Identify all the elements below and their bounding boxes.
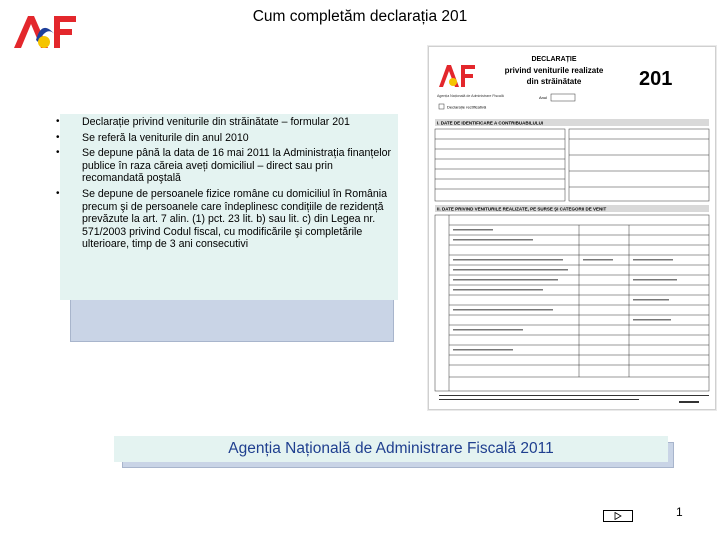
- form-rectificative: Declarație rectificativă: [447, 104, 487, 110]
- anaf-logo: [8, 6, 80, 56]
- footer-text: Agenția Națională de Administrare Fiscală 2011: [228, 440, 554, 457]
- form-section-1: I. DATE DE IDENTIFICARE A CONTRIBUABILULUI: [437, 120, 544, 126]
- next-slide-button[interactable]: [603, 510, 633, 522]
- bullet-item: • Se depune de persoanele fizice române cu domiciliul în România precum şi de persoanele care îndeplinesc condițiile de rezidență prevăzute la art. 7 alin. (1) pct. 23 lit. b) sau lit. c) din Legea nr. 571/2003 privind Codul fiscal, cu modificările şi completările ulterioare, timp de 3 ani consecutivi: [60, 188, 392, 251]
- play-triangle-icon: [614, 512, 622, 520]
- form-section-2: II. DATE PRIVIND VENITURILE REALIZATE, PE SURSE ŞI CATEGORII DE VENIT: [437, 206, 607, 212]
- form-agency: Agenția Națională de Administrare Fiscală: [437, 94, 504, 98]
- bullet-item: • Se referă la veniturile din anul 2010: [60, 132, 392, 145]
- form-heading-3: din străinătate: [526, 77, 582, 86]
- footer-banner: [114, 436, 668, 462]
- form-heading-1: DECLARAȚIE: [531, 56, 577, 63]
- bullet-item: • Declarație privind veniturile din străinătate – formular 201: [60, 116, 392, 129]
- form-number: 201: [639, 68, 673, 90]
- bullets-box: [60, 114, 398, 300]
- form-heading-2: privind veniturile realizate: [504, 66, 604, 75]
- page-number: 1: [676, 505, 683, 519]
- form-201-image: [428, 46, 716, 410]
- form-year-label: Anul: [539, 95, 548, 100]
- form-logo: [439, 65, 475, 87]
- slide-title: Cum completăm declarația 201: [252, 8, 468, 25]
- bullet-item: • Se depune până la data de 16 mai 2011 la Administrația finanțelor publice în raza căreia aveți domiciliul – direct sau prin recomandată poştală: [60, 147, 392, 185]
- bullet-list: [60, 114, 398, 251]
